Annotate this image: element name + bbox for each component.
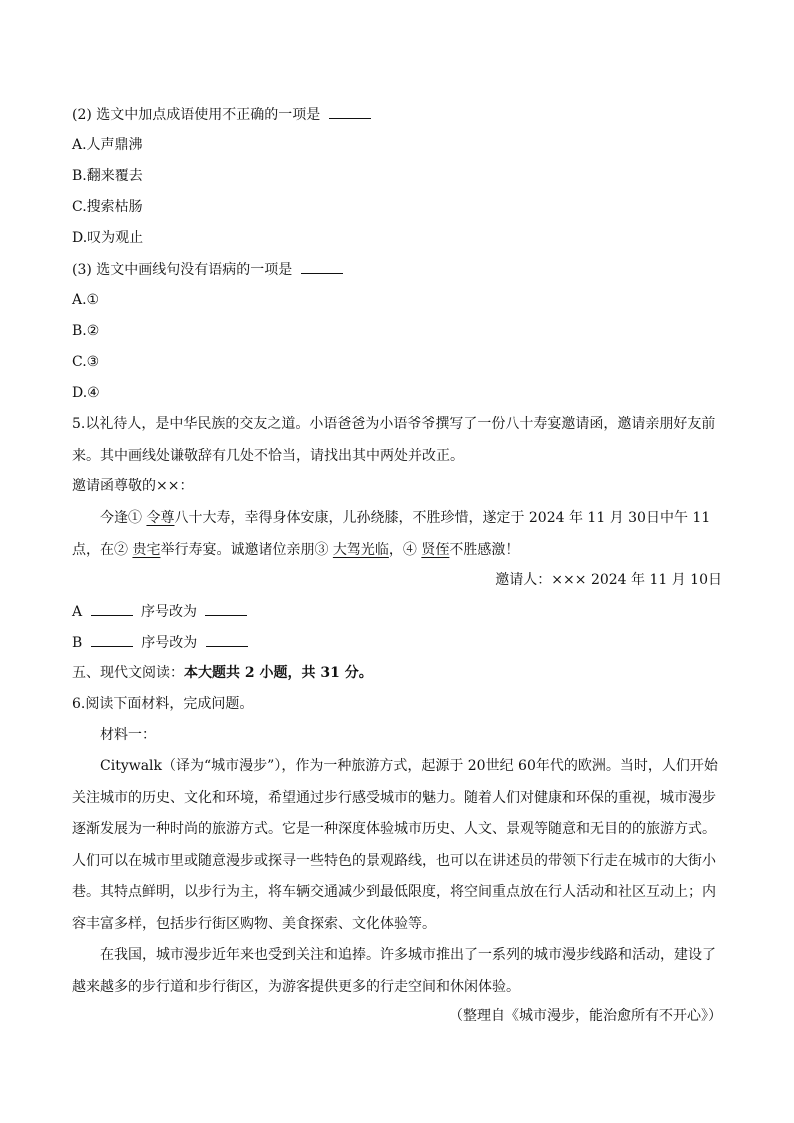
underlined-term-4: 贤侄	[421, 541, 450, 558]
question-2-text: (2) 选文中加点成语使用不正确的一项是	[72, 107, 321, 123]
invitation-signature: 邀请人：××× 2024 年 11 月 10日	[495, 572, 722, 588]
question-2-option-a: A.人声鼎沸	[72, 137, 143, 153]
answer-label: 序号改为	[141, 635, 198, 651]
material-label: 材料一：	[100, 727, 156, 743]
question-6-stem: 6.阅读下面材料，完成问题。	[72, 696, 254, 712]
invitation-text: 今逢①	[100, 510, 147, 526]
question-5-stem: 5.以礼待人，是中华民族的交友之道。小语爸爸为小语爷爷撰写了一份八十寿宴邀请函，邀请亲朋好友前来。其中画线处谦敬辞有几处不恰当，请找出其中两处并改正。	[72, 416, 716, 464]
material-paragraph-2: 在我国，城市漫步近年来也受到关注和追捧。许多城市推出了一系列的城市漫步线路和活动，建设了越来越多的步行道和步行街区，为游客提供更多的行走空间和休闲体验。	[72, 947, 716, 995]
answer-blank	[329, 104, 371, 119]
question-2-option-d: D.叹为观止	[72, 230, 144, 246]
invitation-text: 不胜感激！	[449, 541, 520, 558]
invitation-text: 举行寿宴。诚邀诸位亲朋③	[160, 541, 333, 558]
question-3-option-a: A.①	[72, 292, 100, 308]
material-paragraph-1: Citywalk（译为“城市漫步”），作为一种旅游方式，起源于 20世纪 60年代的欧洲。当时，人们开始关注城市的历史、文化和环境，希望通过步行感受城市的魅力。随着人们对健康和环保的重视，城市漫步逐渐发展为一种时尚的旅游方式。它是一种深度体验城市历史、人文、景观等随意和无目的的旅游方式。人们可以在城市里或随意漫步或探寻一些特色的景观路线，也可以在讲述员的带领下行走在城市的大街小巷。其特点鲜明，以步行为主，将车辆交通减少到最低限度，将空间重点放在行人活动和社区互动上；内容丰富多样，包括步行街区购物、美食探索、文化体验等。	[72, 758, 718, 932]
answer-label: B	[72, 635, 83, 651]
answer-blank	[206, 632, 248, 647]
question-2-option-c: C.搜索枯肠	[72, 199, 143, 215]
answer-blank	[91, 601, 133, 616]
section-heading-bold: 本大题共 2 小题，共 31 分。	[184, 665, 373, 681]
question-3-text: (3) 选文中画线句没有语病的一项是	[72, 262, 293, 278]
invitation-salutation: 邀请函尊敬的××：	[72, 478, 194, 494]
underlined-term-3: 大驾光临	[332, 541, 389, 558]
question-2-stem	[72, 104, 371, 125]
answer-line-b	[72, 632, 248, 653]
answer-blank	[205, 601, 247, 616]
invitation-body	[72, 503, 722, 566]
answer-blank	[301, 259, 343, 274]
section-heading-text: 五、现代文阅读：	[72, 665, 184, 681]
material-source: （整理自《城市漫步，能治愈所有不开心》）	[449, 1008, 722, 1024]
question-3-option-b: B.②	[72, 323, 100, 339]
answer-label: 序号改为	[141, 604, 198, 620]
invitation-text: ，④	[388, 541, 422, 558]
question-3-option-c: C.③	[72, 354, 100, 370]
question-2-option-b: B.翻来覆去	[72, 168, 143, 184]
underlined-term-1: 令尊	[146, 510, 175, 526]
answer-blank	[91, 632, 133, 647]
underlined-term-2: 贵宅	[132, 541, 161, 558]
question-3-stem	[72, 259, 343, 280]
invitation-text: 八十大寿，幸得身体安康，儿孙绕膝，不胜珍惜，遂定于 2024 年 11 月 30日中午 11点，在②	[72, 510, 711, 558]
section-heading	[72, 663, 373, 683]
question-3-option-d: D.④	[72, 385, 100, 401]
answer-line-a	[72, 601, 247, 622]
answer-label: A	[72, 604, 83, 620]
